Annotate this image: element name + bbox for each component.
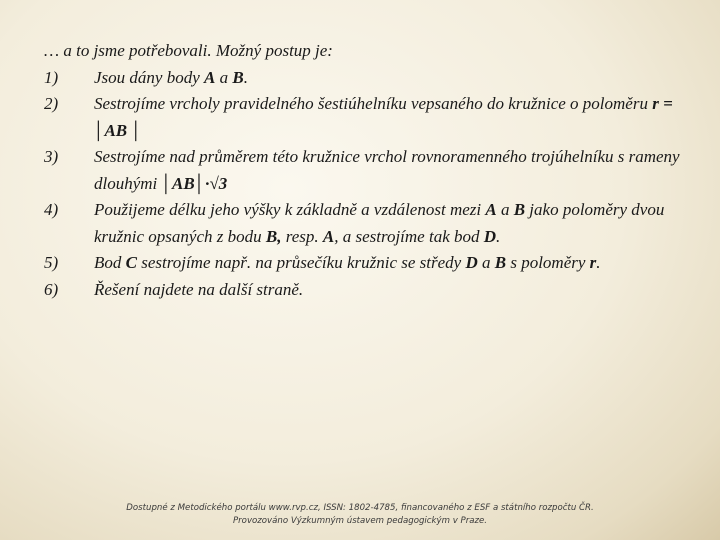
footer-line-2: Provozováno Výzkumným ústavem pedagogickým v Praze. (232, 516, 488, 526)
step-number: 4) (44, 200, 59, 219)
step-text-run: . (496, 226, 501, 246)
intro-text: … a to jsme potřebovali. Možný postup je: (44, 41, 333, 60)
emphasis: B (513, 200, 526, 219)
step-text-run: , a sestrojíme tak bod (334, 226, 484, 246)
step-text-run: jako poloměry dvou kružnic opsaných z bodu (94, 200, 665, 246)
emphasis: B (494, 253, 507, 272)
step-text (94, 197, 680, 250)
step-text-run: sestrojíme např. na průsečíku kružnic se středy (136, 253, 466, 272)
step-text-run: Bod (94, 253, 126, 272)
step-number: 6) (44, 279, 59, 299)
emphasis: A (204, 67, 216, 87)
emphasis: A (322, 226, 335, 246)
footer (0, 502, 720, 528)
step-text (94, 250, 680, 277)
step-text-run: a (477, 253, 495, 272)
step-text-run: Jsou dány body (94, 67, 205, 87)
emphasis: r (589, 253, 597, 272)
step-text-run: a (496, 200, 514, 219)
emphasis: C (125, 253, 137, 272)
emphasis: D (483, 226, 497, 246)
slide-content (40, 38, 680, 303)
step-text (94, 91, 680, 144)
steps-list (40, 65, 680, 304)
emphasis: B, (265, 226, 282, 246)
step-text-run: s poloměry (506, 253, 590, 272)
footer-line-1: Dostupné z Metodického portálu www.rvp.cz, ISSN: 1802-4785, financovaného z ESF a státního rozpočtu ČR. (126, 503, 594, 513)
step-number: 1) (44, 67, 59, 87)
step-item (40, 91, 680, 144)
step-item (40, 197, 680, 250)
step-item (40, 65, 680, 92)
step-item (40, 250, 680, 277)
step-text-run: resp. (281, 226, 323, 246)
step-text (94, 65, 680, 92)
step-text (94, 144, 680, 197)
step-text-run: Sestrojíme nad průměrem této kružnice vrchol rovnoramenného trojúhelníku s rameny dlouhými (94, 147, 680, 193)
emphasis: A (485, 200, 497, 219)
emphasis: │AB│·√3 (161, 173, 228, 193)
step-text-run: . (596, 253, 601, 272)
emphasis: B (232, 67, 244, 87)
step-text-run: a (215, 67, 233, 87)
step-item (40, 277, 680, 304)
step-text-run: . (243, 67, 248, 87)
step-item (40, 144, 680, 197)
emphasis: D (465, 253, 478, 272)
step-text-run: Řešení najdete na další straně. (94, 279, 304, 299)
step-number: 5) (44, 253, 59, 272)
step-number: 2) (44, 94, 59, 113)
step-text-run: Použijeme délku jeho výšky k základně a vzdálenost mezi (94, 200, 486, 219)
step-text (94, 277, 680, 304)
step-text-run: Sestrojíme vrcholy pravidelného šestiúhelníku vepsaného do kružnice o poloměru (94, 94, 653, 113)
step-number: 3) (44, 147, 59, 166)
emphasis: r = │AB │ (94, 94, 673, 140)
